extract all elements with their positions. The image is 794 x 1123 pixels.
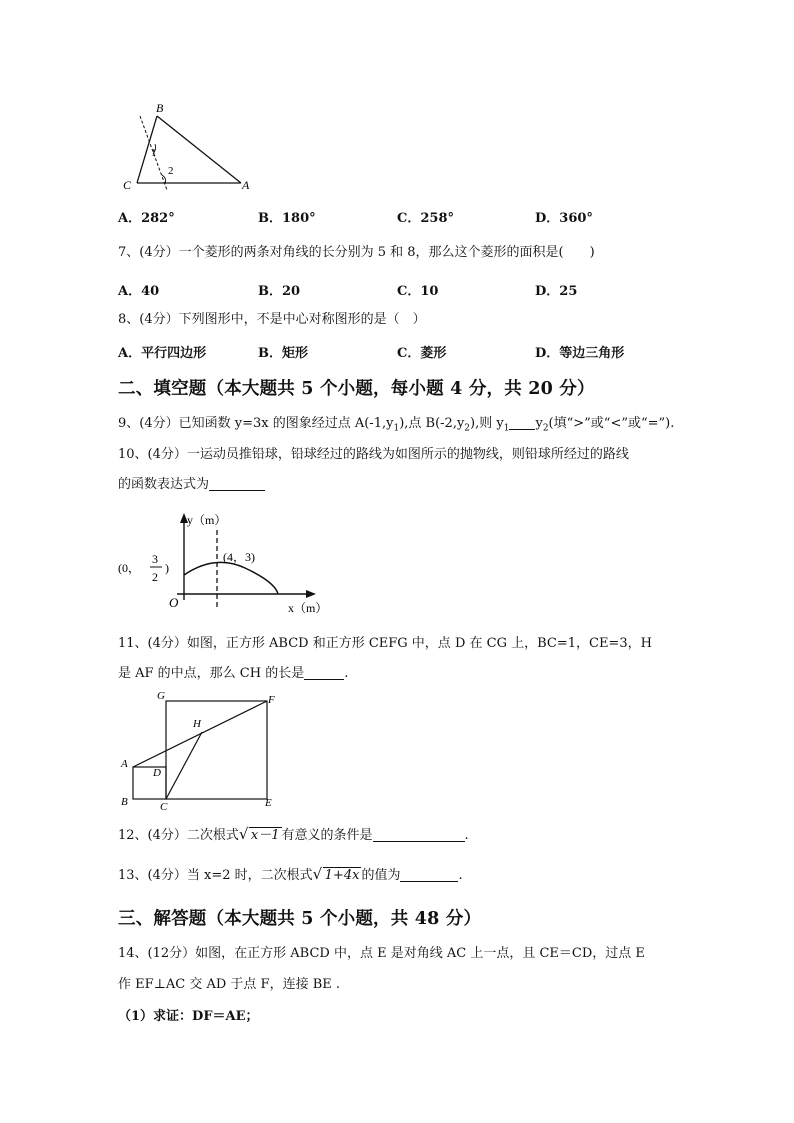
q9-text — [118, 415, 674, 438]
triangle-figure — [115, 98, 260, 194]
q9-answer-blank[interactable] — [509, 415, 535, 430]
q13-period: . — [458, 868, 463, 883]
parabola-figure — [115, 508, 330, 616]
q14-part1: （1）求证：DF＝AE； — [118, 1009, 259, 1024]
y-axis-label: y（m） — [187, 513, 227, 527]
q6-option-c: C．258° — [397, 211, 454, 226]
q9-part4: y — [535, 416, 543, 431]
label-a: A — [121, 758, 128, 770]
q9-sub4: 2 — [542, 423, 549, 434]
q8-option-d: D．等边三角形 — [535, 346, 625, 361]
x-axis-arrow — [306, 590, 316, 598]
angle1-label: 1 — [151, 147, 157, 159]
q11-answer-blank[interactable] — [304, 665, 344, 680]
origin-label: O — [169, 595, 179, 610]
label-b: B — [121, 796, 128, 808]
q9-part3: ),则 y — [470, 416, 504, 431]
vertex-b-label: B — [156, 101, 164, 115]
q13-radicand: 1+4x — [324, 868, 360, 883]
square-abcd — [133, 767, 166, 799]
q9-sub3: 1 — [503, 423, 510, 434]
section-solution-heading: 三、解答题（本大题共 5 个小题，共 48 分） — [118, 909, 482, 929]
vertex-label: (4，3) — [223, 550, 255, 564]
angle2-label: 2 — [168, 165, 174, 177]
q13-answer-blank[interactable] — [400, 867, 458, 882]
q12-after: 有意义的条件是 — [281, 828, 373, 843]
radical-sign-icon: √ — [238, 825, 249, 843]
q12-before: 12、(4分）二次根式 — [118, 828, 239, 843]
q7-option-a: A．40 — [118, 284, 160, 299]
q11-period: . — [344, 666, 349, 681]
q9-part2: ),点 B(-2,y — [399, 416, 465, 431]
q9-part5: (填“>”或“<”或“=”). — [548, 416, 675, 431]
q8-option-b: B．矩形 — [258, 346, 308, 361]
start-fraction-denominator: 2 — [152, 570, 158, 584]
q10-line2-text: 的函数表达式为 — [118, 477, 210, 492]
q6-option-b: B．180° — [258, 211, 316, 226]
q6-option-d: D．360° — [535, 211, 593, 226]
q13-radical — [313, 867, 362, 885]
q11-line1: 11、(4分）如图，正方形 ABCD 和正方形 CEFG 中，点 D 在 CG 上，BC=1，CE=3，H — [118, 636, 652, 651]
q13-before: 13、(4分）当 x=2 时，二次根式 — [118, 868, 313, 883]
q9-sub1: 1 — [393, 423, 400, 434]
q7-text: 7、(4分）一个菱形的两条对角线的长分别为 5 和 8，那么这个菱形的面积是( ) — [118, 245, 595, 260]
label-e: E — [265, 797, 272, 809]
q11-line2-text: 是 AF 的中点，那么 CH 的长是 — [118, 666, 305, 681]
q7-option-d: D．25 — [535, 284, 578, 299]
segment-af — [133, 701, 267, 767]
start-point-close: ) — [165, 561, 169, 575]
q10-line1: 10、(4分）一运动员推铅球，铅球经过的路线为如图所示的抛物线，则铅球所经过的路线 — [118, 447, 629, 462]
q8-option-c: C．菱形 — [397, 346, 447, 361]
q12-answer-blank[interactable] — [373, 827, 465, 842]
squares-figure — [115, 690, 285, 810]
label-f: F — [268, 694, 275, 706]
q7-option-c: C．10 — [397, 284, 439, 299]
q8-text: 8、(4分）下列图形中，不是中心对称图形的是（ ） — [118, 312, 426, 327]
x-axis-label: x（m） — [288, 601, 328, 615]
q12-radicand: x－1 — [250, 828, 280, 843]
q14-line1: 14、(12分）如图，在正方形 ABCD 中，点 E 是对角线 AC 上一点，且 CE＝CD，过点 E — [118, 946, 645, 961]
q6-option-a: A．282° — [118, 211, 175, 226]
label-d: D — [153, 767, 161, 779]
label-c: C — [160, 801, 168, 810]
label-h: H — [193, 718, 201, 730]
q9-sub2: 2 — [464, 423, 471, 434]
q13-after: 的值为 — [361, 868, 401, 883]
parabola-curve — [184, 562, 278, 594]
q7-option-b: B．20 — [258, 284, 301, 299]
q10-answer-blank[interactable] — [209, 476, 265, 491]
square-cefg — [166, 701, 267, 799]
q8-option-a: A．平行四边形 — [118, 346, 207, 361]
radical-sign-icon: √ — [312, 865, 323, 883]
q12-period: . — [464, 828, 469, 843]
start-point-label: (0， — [118, 561, 140, 575]
section-fill-in-heading: 二、填空题（本大题共 5 个小题，每小题 4 分，共 20 分） — [118, 379, 595, 399]
q12-radical — [239, 827, 282, 845]
q13-text — [118, 867, 463, 885]
vertex-c-label: C — [123, 178, 132, 192]
label-g: G — [157, 690, 165, 702]
vertex-a-label: A — [242, 178, 250, 192]
q11-line2 — [118, 665, 348, 683]
start-fraction-numerator: 3 — [152, 552, 158, 566]
q10-line2 — [118, 476, 265, 494]
q9-part1: 9、(4分）已知函数 y=3x 的图象经过点 A(-1,y — [118, 416, 394, 431]
q14-line2: 作 EF⊥AC 交 AD 于点 F，连接 BE . — [118, 977, 341, 992]
q12-text — [118, 827, 469, 845]
